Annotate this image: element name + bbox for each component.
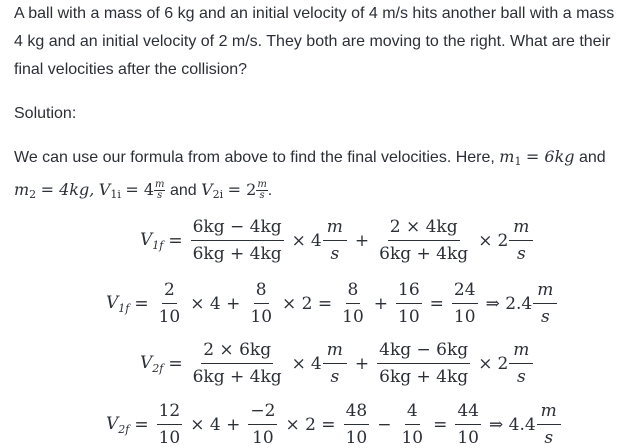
eq3-unit-1: $\frac{m}{s}$ bbox=[323, 340, 347, 387]
eq1-factor-2: 2 bbox=[497, 230, 509, 251]
v1i-value: = 4 bbox=[125, 180, 154, 199]
eq2-unit: $\frac{m}{s}$ bbox=[533, 280, 557, 327]
eq2-fraction-b: $\frac{8}{10}$ bbox=[250, 280, 273, 327]
eq4-equals-2: = bbox=[433, 414, 448, 435]
equation-v2f-result bbox=[106, 401, 564, 448]
intro-period: . bbox=[267, 182, 273, 199]
eq1-fraction-2: $\frac{2 \times 4kg}{6kg + 4kg}$ bbox=[379, 217, 469, 264]
eq2-equals-2: = bbox=[429, 293, 444, 314]
eq1-plus: + bbox=[354, 230, 370, 251]
eq2-equals: = bbox=[134, 293, 149, 314]
equation-v1f-formula bbox=[140, 217, 536, 264]
eq4-times-2: × 2 = bbox=[285, 414, 336, 435]
v2i-value: = 2 bbox=[227, 180, 257, 199]
eq3-factor-2: 2 bbox=[497, 353, 509, 374]
eq3-equals: = bbox=[168, 353, 183, 374]
eq4-equals: = bbox=[134, 414, 149, 435]
equation-v1f-result bbox=[106, 280, 560, 327]
eq4-fraction-d: $\frac{4}{10}$ bbox=[401, 401, 424, 448]
eq2-fraction-d: $\frac{16}{10}$ bbox=[398, 280, 420, 327]
eq4-result: ⇒ 4.4 bbox=[488, 414, 536, 435]
and-word-1: and bbox=[578, 149, 606, 166]
solution-label: Solution: bbox=[14, 105, 77, 122]
eq2-fraction-e: $\frac{24}{10}$ bbox=[453, 280, 476, 327]
eq4-minus: − bbox=[377, 414, 392, 435]
intro-lead: We can use our formula from above to find the final velocities. Here, bbox=[14, 149, 495, 166]
m2-variable: $m_2$ bbox=[14, 180, 37, 201]
and-word-2: and bbox=[169, 182, 197, 199]
eq2-times-1: × 4 + bbox=[190, 293, 241, 314]
eq2-fraction-a: $\frac{2}{10}$ bbox=[158, 280, 181, 327]
v2i-variable: $V_{2i}$ bbox=[201, 180, 224, 201]
eq1-factor-1: 4 bbox=[310, 230, 322, 251]
eq1-unit-1: $\frac{m}{s}$ bbox=[323, 217, 347, 264]
problem-statement: A ball with a mass of 6 kg and an initial velocity of 4 m/s hits another ball with a mass 4 kg and an initial velocity of 2 m/s. They both are moving to the right. What are their final velocities after the collision? bbox=[14, 5, 615, 78]
eq2-times-2: × 2 = bbox=[282, 293, 333, 314]
eq3-unit-2: $\frac{m}{s}$ bbox=[509, 340, 533, 387]
eq1-unit-2: $\frac{m}{s}$ bbox=[509, 217, 533, 264]
v1i-variable: $V_{1i}$ bbox=[98, 180, 121, 201]
eq4-fraction-a: $\frac{12}{10}$ bbox=[158, 401, 181, 448]
eq1-times-1: × bbox=[291, 230, 306, 251]
eq3-factor-1: 4 bbox=[310, 353, 322, 374]
eq2-plus: + bbox=[373, 293, 389, 314]
eq4-fraction-e: $\frac{44}{10}$ bbox=[457, 401, 479, 448]
eq3-times-1: × bbox=[291, 353, 306, 374]
eq1-equals: = bbox=[168, 230, 183, 251]
eq2-lhs: $V_{1f}$ bbox=[106, 292, 130, 315]
eq3-plus: + bbox=[354, 353, 370, 374]
eq3-fraction-2: $\frac{4kg - 6kg}{6kg + 4kg}$ bbox=[379, 340, 469, 387]
m1-variable: $m_1$ bbox=[499, 147, 522, 168]
v1i-unit: $\frac{m}{s}$ bbox=[155, 179, 165, 202]
eq3-times-2: × bbox=[478, 353, 493, 374]
eq4-times-1: × 4 + bbox=[190, 414, 241, 435]
eq1-times-2: × bbox=[478, 230, 493, 251]
eq4-fraction-b: $\frac{-2}{10}$ bbox=[250, 401, 276, 448]
m1-value: = 6kg bbox=[525, 147, 575, 166]
v2i-unit: $\frac{m}{s}$ bbox=[257, 179, 267, 202]
eq4-lhs: $V_{2f}$ bbox=[106, 413, 130, 436]
m2-value: = 4kg, bbox=[40, 180, 95, 199]
eq2-fraction-c: $\frac{8}{10}$ bbox=[342, 280, 364, 327]
eq4-fraction-c: $\frac{48}{10}$ bbox=[345, 401, 368, 448]
eq3-lhs: $V_{2f}$ bbox=[140, 352, 164, 375]
eq1-fraction-1: $\frac{6kg - 4kg}{6kg + 4kg}$ bbox=[192, 217, 282, 264]
eq2-result: ⇒ 2.4 bbox=[485, 293, 533, 314]
eq4-unit: $\frac{m}{s}$ bbox=[537, 401, 561, 448]
eq3-fraction-1: $\frac{2 \times 6kg}{6kg + 4kg}$ bbox=[192, 340, 282, 387]
eq1-lhs: $V_{1f}$ bbox=[140, 229, 164, 252]
intro-paragraph bbox=[14, 143, 626, 209]
equation-v2f-formula bbox=[140, 340, 536, 387]
